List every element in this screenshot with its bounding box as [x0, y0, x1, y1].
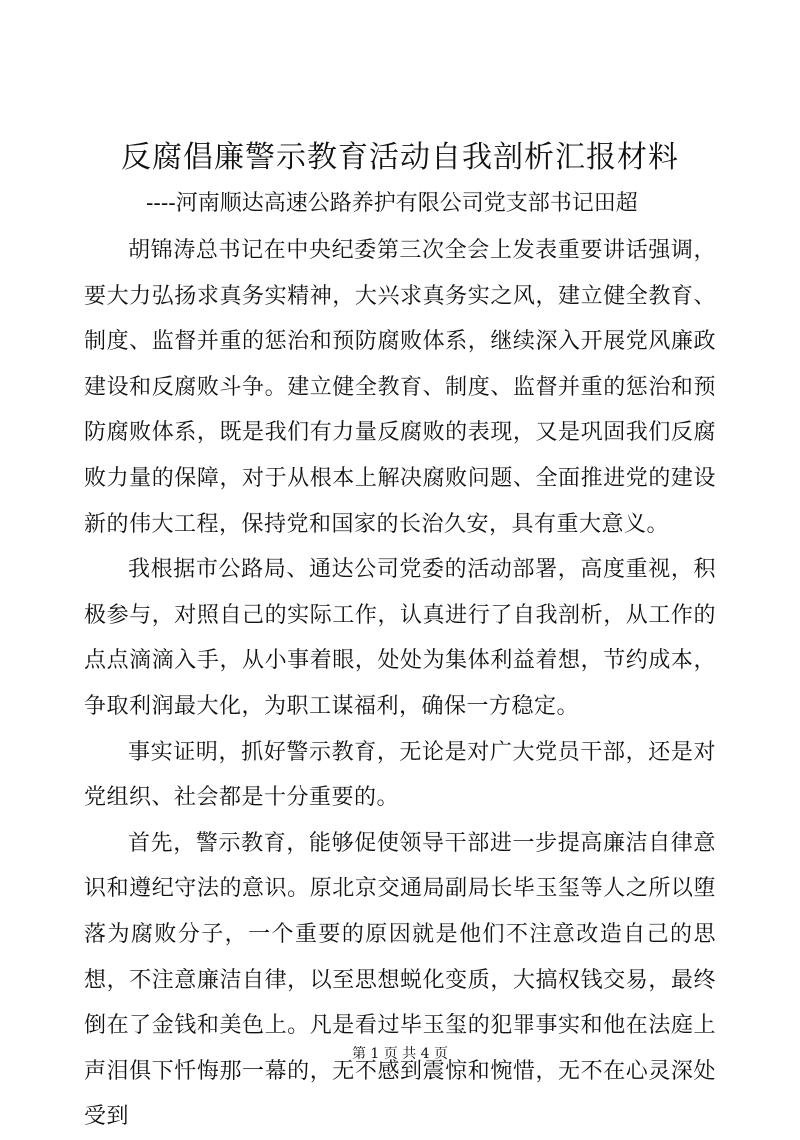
paragraph: 胡锦涛总书记在中央纪委第三次全会上发表重要讲话强调，要大力弘扬求真务实精神，大兴求真务实之风，建立健全教育、制度、监督并重的惩治和预防腐败体系，继续深入开展党风廉政建设和反腐败斗争。建立健全教育、制度、监督并重的惩治和预防腐败体系，既是我们有力量反腐败的表现，又是巩固我们反腐败力量的保障，对于从根本上解决腐败问题、全面推进党的建设新的伟大工程，保持党和国家的长治久安，具有重大意义。: [84, 238, 716, 537]
page-footer: 第 1 页 共 4 页: [351, 1046, 449, 1062]
paragraph: 事实证明，抓好警示教育，无论是对广大党员干部，还是对党组织、社会都是十分重要的。: [84, 739, 716, 811]
document-title: 反腐倡廉警示教育活动自我剖析汇报材料: [121, 140, 679, 175]
paragraph: 我根据市公路局、通达公司党委的活动部署，高度重视，积极参与，对照自己的实际工作，认真进行了自我剖析，从工作的点点滴滴入手，从小事着眼，处处为集体利益着想，节约成本，争取利润最大化，为职工谋福利，确保一方稳定。: [84, 557, 716, 719]
document-body: [84, 228, 716, 1140]
paragraph: 首先，警示教育，能够促使领导干部进一步提高廉洁自律意识和遵纪守法的意识。原北京交通局副局长毕玉玺等人之所以堕落为腐败分子，一个重要的原因就是他们不注意改造自己的思想，不注意廉洁自律，以至思想蜕化变质，大搞权钱交易，最终倒在了金钱和美色上。凡是看过毕玉玺的犯罪事实和他在法庭上声泪俱下忏悔那一幕的，无不感到震惊和惋惜，无不在心灵深处受到: [84, 830, 716, 1130]
document-subtitle: ----河南顺达高速公路养护有限公司党支部书记田超: [146, 191, 638, 216]
